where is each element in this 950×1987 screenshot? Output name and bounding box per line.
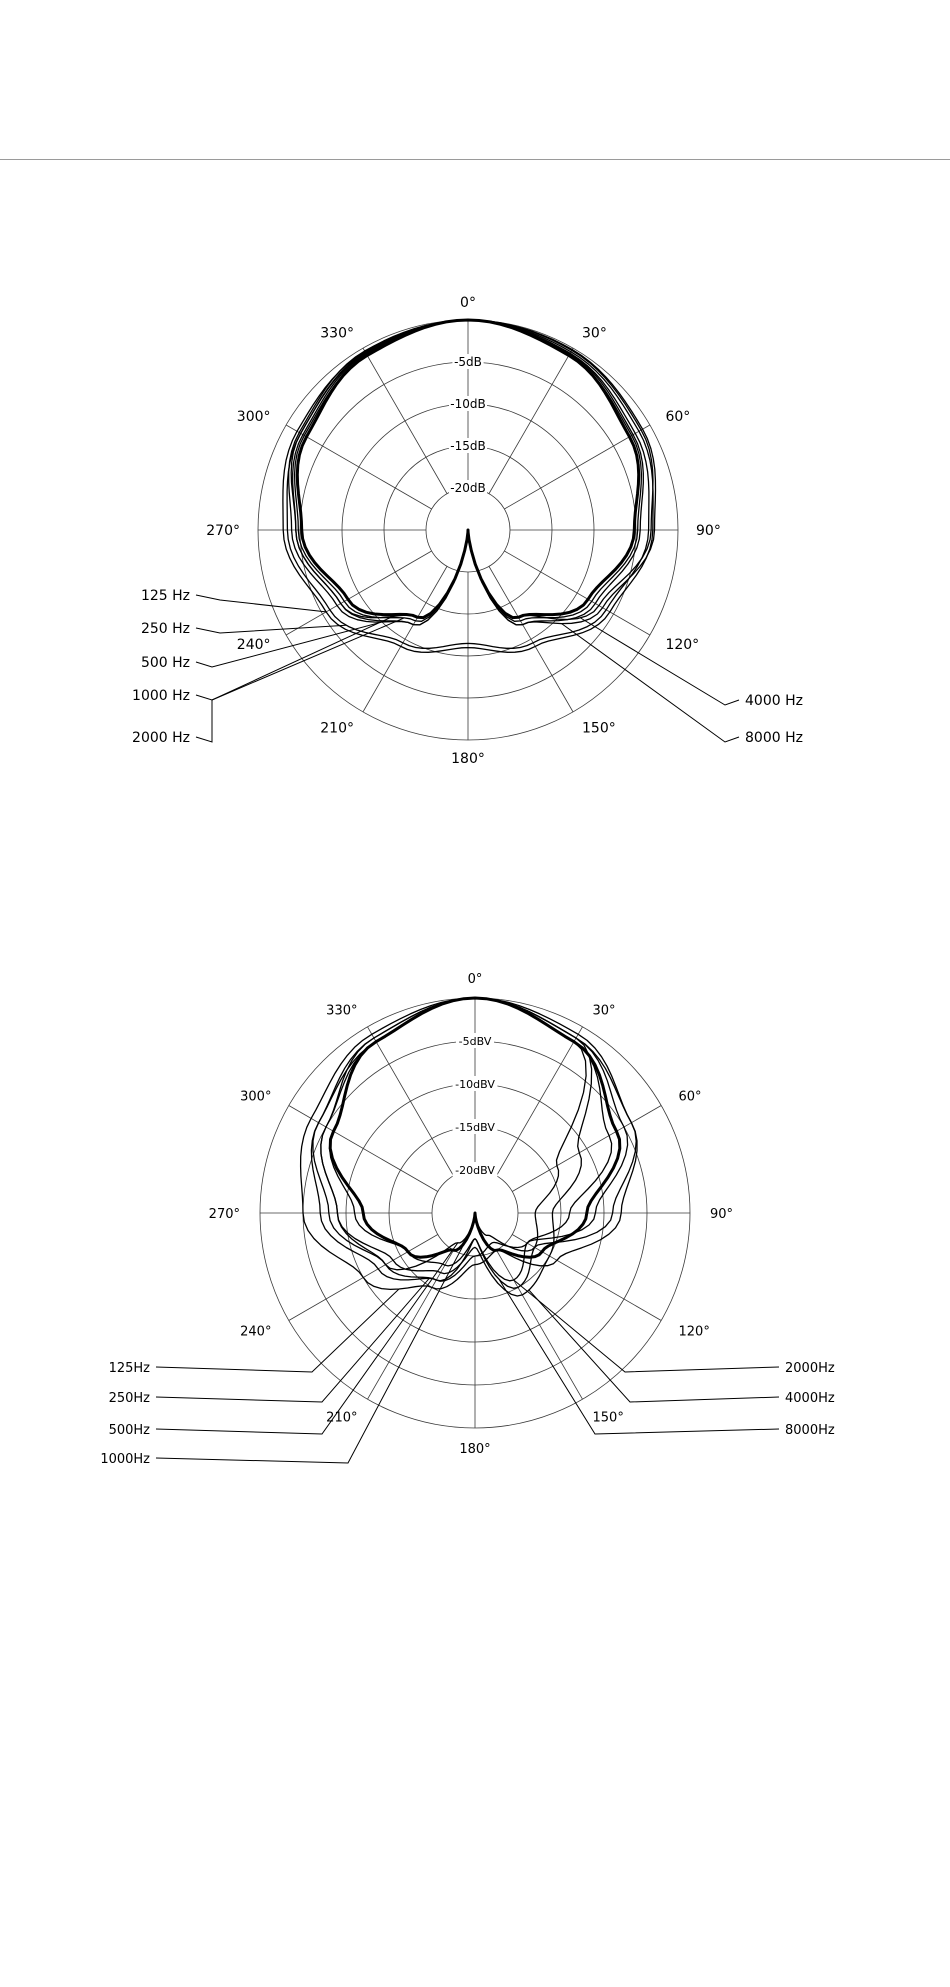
grid-spoke [512, 1106, 661, 1192]
series-label: 4000Hz [785, 1391, 835, 1406]
grid-spoke [363, 566, 447, 711]
ring-label: -10dBV [455, 1078, 495, 1091]
ring-label: -5dB [454, 355, 482, 369]
leader-line [196, 595, 326, 612]
grid-spoke [504, 425, 649, 509]
ring-label: -20dB [450, 481, 486, 495]
leader-line [529, 1290, 779, 1402]
polar-pattern-chart-1 [0, 260, 950, 820]
angle-label: 240° [240, 1324, 272, 1340]
angle-label: 150° [582, 720, 616, 737]
series-label: 125 Hz [140, 588, 190, 604]
series-label: 500Hz [108, 1423, 150, 1438]
angle-label: 210° [326, 1410, 358, 1426]
ring-label: -10dB [450, 397, 486, 411]
series-label: 250 Hz [140, 621, 190, 637]
angle-label: 120° [665, 637, 700, 653]
leader-line [196, 615, 397, 701]
leader-line [514, 1280, 779, 1372]
angle-label: 300° [240, 1089, 272, 1105]
grid-spoke [497, 1250, 583, 1399]
angle-label: 180° [451, 751, 485, 767]
leader-line [156, 1243, 458, 1434]
angle-label: 60° [678, 1089, 702, 1105]
series-label: 1000Hz [100, 1452, 150, 1467]
ring-label: -20dBV [455, 1164, 495, 1177]
grid-spoke [497, 1027, 583, 1176]
leader-line [196, 625, 346, 633]
angle-label: 240° [236, 637, 271, 653]
angle-label: 270° [208, 1207, 240, 1222]
angle-label: 30° [582, 325, 607, 342]
leader-line [156, 1289, 399, 1372]
series-label: 1000 Hz [132, 688, 190, 704]
series-label: 2000Hz [785, 1361, 835, 1376]
grid-spoke [489, 566, 573, 711]
ring-label: -15dB [450, 439, 486, 453]
angle-label: 150° [592, 1410, 624, 1426]
series-label: 8000Hz [785, 1423, 835, 1438]
angle-label: 90° [710, 1207, 734, 1222]
angle-label: 120° [678, 1324, 710, 1340]
grid-spoke [368, 1027, 454, 1176]
series-label: 2000 Hz [132, 730, 190, 746]
series-label: 250Hz [108, 1391, 150, 1406]
angle-label: 180° [459, 1442, 491, 1457]
angle-label: 330° [326, 1003, 358, 1019]
angle-label: 210° [320, 720, 354, 737]
series-label: 8000 Hz [745, 730, 803, 746]
leader-line [196, 621, 386, 667]
angle-label: 270° [206, 523, 240, 539]
polar-pattern-chart-2 [0, 960, 950, 1520]
leader-line [581, 618, 739, 705]
series-label: 4000 Hz [745, 693, 803, 709]
angle-label: 30° [592, 1003, 616, 1019]
top-divider [0, 159, 950, 160]
angle-label: 90° [696, 523, 721, 539]
leader-line [196, 618, 404, 742]
angle-label: 60° [665, 409, 691, 425]
angle-label: 300° [236, 409, 271, 425]
angle-label: 330° [320, 325, 354, 342]
series-label: 125Hz [108, 1361, 150, 1376]
leader-line [156, 1234, 469, 1463]
ring-label: -5dBV [458, 1035, 492, 1048]
grid-spoke [286, 425, 431, 509]
ring-label: -15dBV [455, 1121, 495, 1134]
angle-label: 0° [460, 295, 476, 311]
grid-spoke [489, 348, 573, 493]
grid-spoke [363, 348, 447, 493]
series-label: 500 Hz [140, 655, 190, 671]
angle-label: 0° [467, 972, 483, 987]
